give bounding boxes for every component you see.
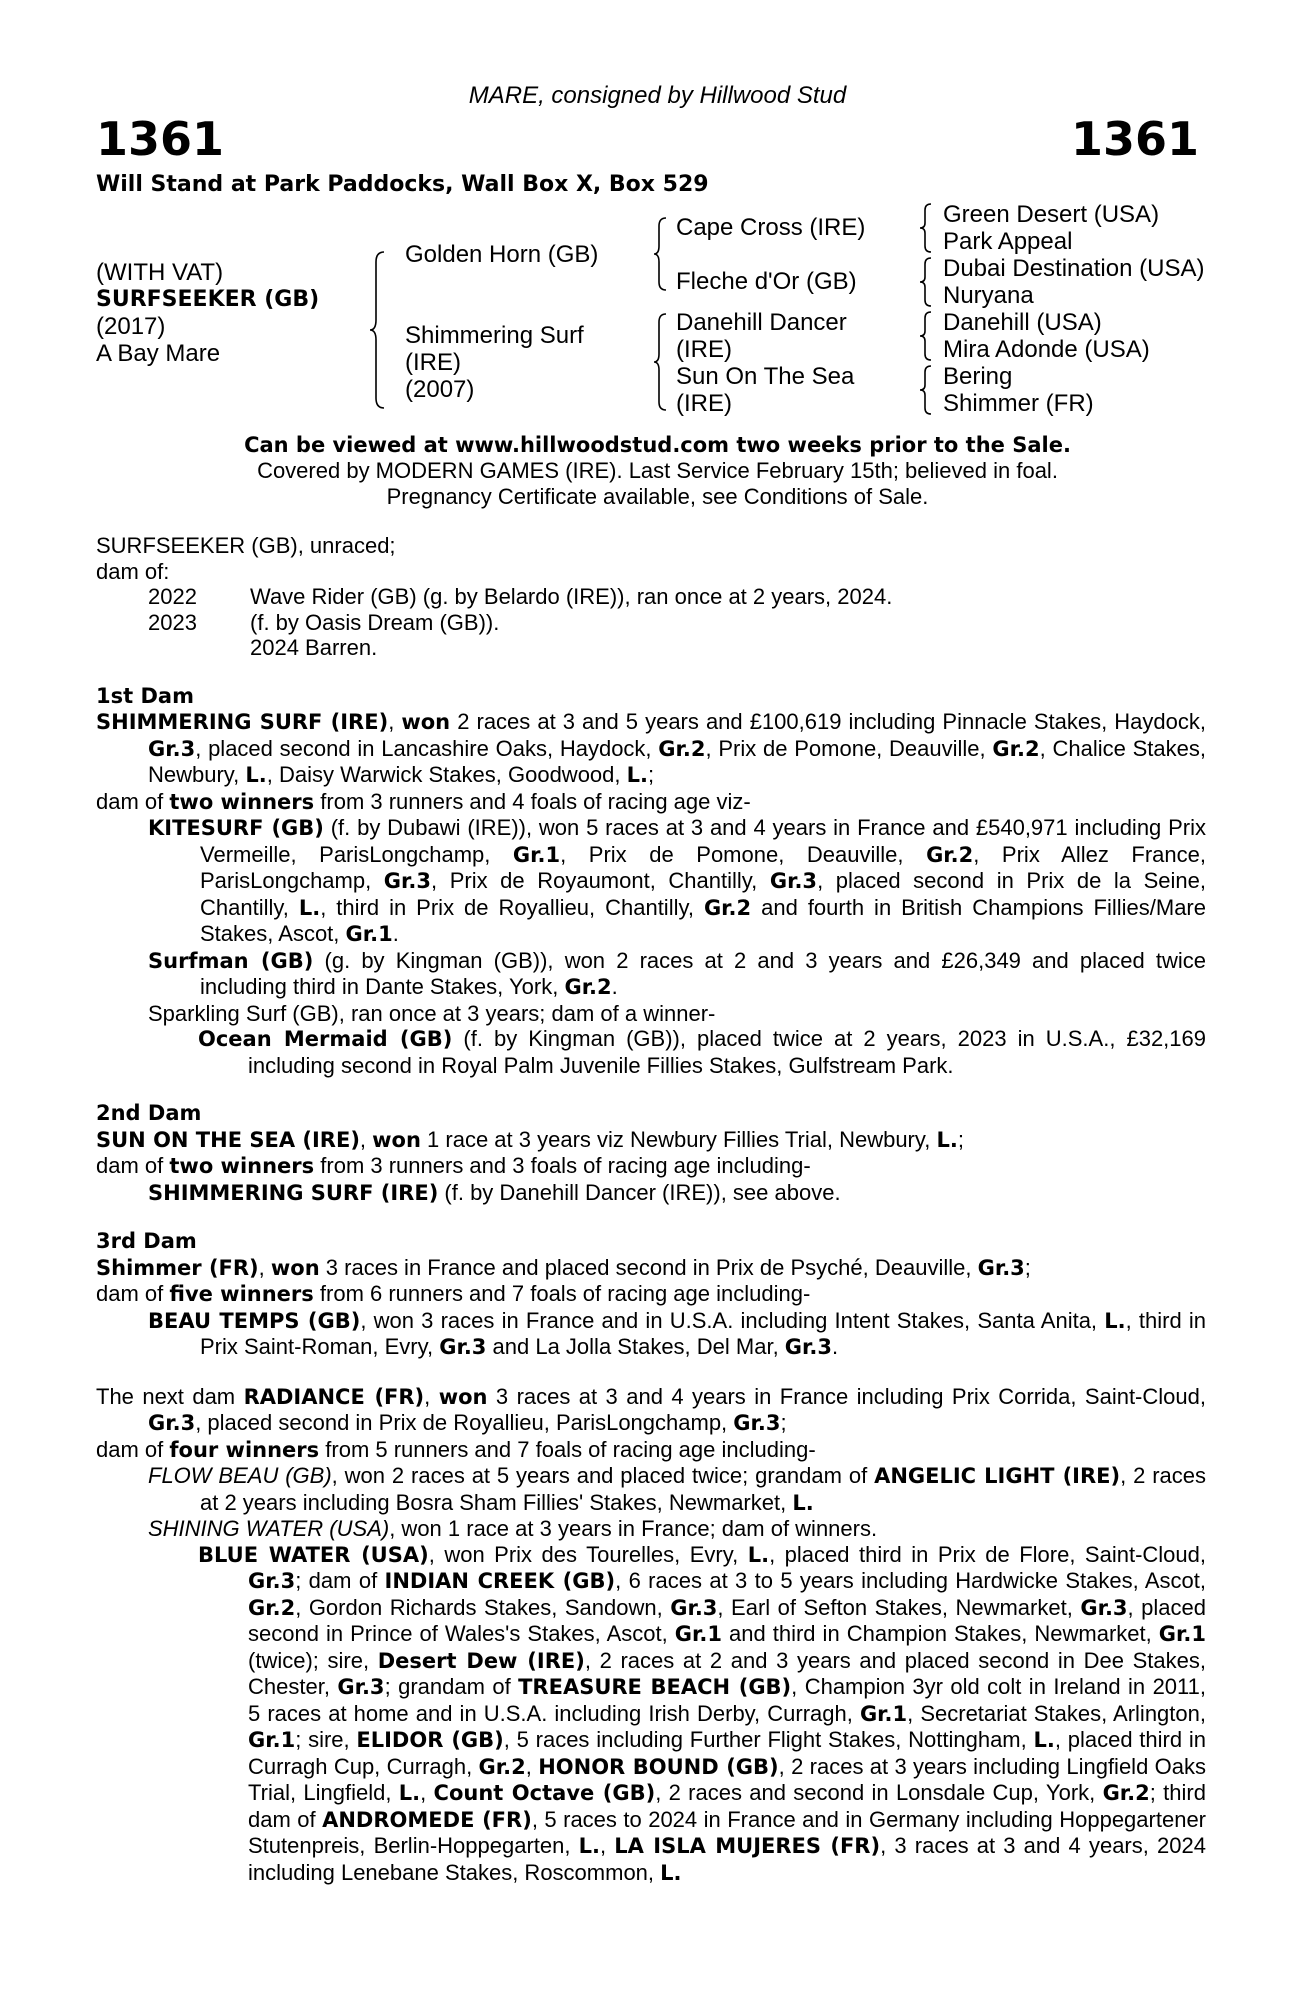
dd-name: Sun On The Sea [676,363,855,390]
pedigree-dsd: Mira Adonde (USA) [943,336,1150,363]
second-dam-heading: 2nd Dam [96,1101,202,1125]
pedigree-ss: Cape Cross (IRE) [676,214,866,241]
third-dam-produce: dam of five winners from 6 runners and 7 foals of racing age including- [96,1281,811,1306]
progeny-item [148,635,1206,661]
pedigree-ssd: Park Appeal [943,228,1073,255]
second-dam-text: SUN ON THE SEA (IRE), won 1 race at 3 years viz Newbury Fillies Trial, Newbury, L.; [96,1126,964,1152]
third-dam-heading: 3rd Dam [96,1229,197,1253]
pedigree-brace-6 [918,310,934,364]
second-dam-produce: dam of two winners from 3 runners and 3 foals of racing age including- [96,1153,811,1178]
dam-year: (2007) [405,376,475,403]
flow-beau: FLOW BEAU (GB), won 2 races at 5 years and placed twice; grandam of ANGELIC LIGHT (IRE), 2 races at 2 years including Bosra Sham Fillies' Stakes, Newmarket, L. [148,1463,1206,1515]
surfman: Surfman (GB) (g. by Kingman (GB)), won 2 races at 2 and 3 years and £26,349 and placed twice including third in Dante Stakes, York, Gr.2. [148,947,1207,999]
pedigree-dd [676,363,854,417]
ocean-mermaid: Ocean Mermaid (GB) (f. by Kingman (GB)), placed twice at 2 years, 2023 in U.S.A., £32,169 including second in Royal Palm Juvenile Fillies Stakes, Gulfstream Park. [198,1026,1207,1078]
progeny-year: 2023 [148,609,197,635]
pedigree-sdd: Nuryana [943,282,1034,309]
blue-water: BLUE WATER (USA), won Prix des Tourelles, Evry, L., placed third in Prix de Flore, Saint-Cloud, Gr.3; dam of INDIAN CREEK (GB), 6 races at 3 to 5 years including Hardwicke Stakes, Ascot, Gr.2, Gordon Richards Stakes, Sandown, Gr.3, Earl of Sefton Stakes, Newmarket, Gr.3, placed second in Prince of Wales's Stakes, Ascot, Gr.1 and third in Champion Stakes, Newmarket, Gr.1 (twice); sire, Desert Dew (IRE), 2 races at 2 and 3 years and placed second in Dee Stakes, Chester, Gr.3; grandam of TREASURE BEACH (GB), Champion 3yr old colt in Ireland in 2011, 5 races at home and in U.S.A. including Irish Derby, Curragh, Gr.1, Secretariat Stakes, Arlington, Gr.1; sire, ELIDOR (GB), 5 races including Further Flight Stakes, Nottingham, L., placed third in Curragh Cup, Curragh, Gr.2, HONOR BOUND (GB), 2 races at 3 years including Lingfield Oaks Trial, Lingfield, L., Count Octave (GB), 2 races and second in Lonsdale Cup, York, Gr.2; third dam of ANDROMEDE (FR), 5 races to 2024 in France and in Germany including Hoppegartener Stutenpreis, Berlin-Hoppegarten, L., LA ISLA MUJERES (FR), 3 races at 3 and 4 years, 2024 including Lenebane Stakes, Roscommon, L. [198,1541,1206,1885]
catalogue-body [96,533,1206,1886]
dam-country: (IRE) [405,349,461,376]
progeny-text: Wave Rider (GB) (g. by Belardo (IRE)), ran once at 2 years, 2024. [250,584,893,609]
progeny-text: (f. by Oasis Dream (GB)). [250,609,500,635]
pedigree-dds: Bering [943,363,1013,390]
dam-name: Shimmering Surf [405,322,584,349]
pedigree-brace-2 [652,216,670,296]
pedigree-ds [676,309,847,363]
pedigree-brace-5 [918,256,934,310]
consignment-subtitle: MARE, consigned by Hillwood Stud [468,82,847,109]
progeny-year: 2022 [148,584,197,609]
pedigree-horse [96,259,319,367]
covered-note: Covered by MODERN GAMES (IRE). Last Service February 15th; believed in foal. [257,458,1058,483]
pedigree-brace-3 [652,312,670,416]
stand-location: Will Stand at Park Paddocks, Wall Box X, Box 529 [96,172,709,197]
horse-year: (2017) [96,313,166,340]
pedigree-sss: Green Desert (USA) [943,201,1160,228]
pedigree-sire: Golden Horn (GB) [405,241,599,268]
pedigree-brace-7 [918,364,934,418]
viewing-note: Can be viewed at www.hillwoodstud.com two weeks prior to the Sale. [244,433,1071,457]
next-dam-produce: dam of four winners from 5 runners and 7 foals of racing age including- [96,1436,816,1462]
horse-desc: A Bay Mare [96,340,221,367]
pedigree-sd: Fleche d'Or (GB) [676,268,857,295]
third-dam-text: Shimmer (FR), won 3 races in France and placed second in Prix de Psyché, Deauville, Gr.3; [96,1254,1031,1280]
lot-number-left: 1361 [96,112,225,166]
progeny-year [148,635,250,661]
kitesurf: KITESURF (GB) (f. by Dubawi (IRE)), won 5 races at 3 and 4 years in France and £540,971 including Prix Vermeille, ParisLongchamp, Gr.1, Prix de Pomone, Deauville, Gr.2, Prix Allez France, ParisLongchamp, Gr.3, Prix de Royaumont, Chantilly, Gr.3, placed second in Prix de la Seine, Chantilly, L., third in Prix de Royallieu, Chantilly, Gr.2 and fourth in British Champions Fillies/Mare Stakes, Ascot, Gr.1. [148,815,1207,946]
first-dam-produce: dam of two winners from 3 runners and 4 foals of racing age viz- [96,788,751,814]
mare-dam-of: dam of: [96,558,170,584]
pedigree-brace-1 [368,250,390,410]
pregnancy-note: Pregnancy Certificate available, see Conditions of Sale. [386,484,929,509]
beau-temps: BEAU TEMPS (GB), won 3 races in France and in U.S.A. including Intent Stakes, Santa Anita, L., third in Prix Saint-Roman, Evry, Gr.3 and La Jolla Stakes, Del Mar, Gr.3. [148,1307,1207,1359]
pedigree-dss: Danehill (USA) [943,309,1102,336]
first-dam-heading: 1st Dam [96,683,194,708]
pedigree-ddd: Shimmer (FR) [943,390,1094,417]
shining-water: SHINING WATER (USA), won 1 race at 3 years in France; dam of winners. [148,1516,878,1541]
lot-number-right: 1361 [1070,112,1199,166]
progeny-item [148,610,1206,636]
horse-name: SURFSEEKER (GB) [96,287,320,312]
ds-name: Danehill Dancer [676,309,847,336]
progeny-text: 2024 Barren. [250,635,378,660]
first-dam-text: SHIMMERING SURF (IRE), won 2 races at 3 and 5 years and £100,619 including Pinnacle Stakes, Haydock, Gr.3, placed second in Lancashire Oaks, Haydock, Gr.2, Prix de Pomone, Deauville, Gr.2, Chalice Stakes, Newbury, L., Daisy Warwick Stakes, Goodwood, L.; [96,709,1206,787]
mare-intro: SURFSEEKER (GB), unraced; [96,533,396,558]
progeny-item [148,584,1206,610]
pedigree-sds: Dubai Destination (USA) [943,255,1205,282]
next-dam-text: The next dam RADIANCE (FR), won 3 races at 3 and 4 years in France including Prix Corrida, Saint-Cloud, Gr.3, placed second in Prix de Royallieu, ParisLongchamp, Gr.3; [96,1383,1206,1435]
ds-country: (IRE) [676,336,732,363]
sparkling-surf: Sparkling Surf (GB), ran once at 3 years; dam of a winner- [148,1000,716,1026]
shimmering-surf-ref: SHIMMERING SURF (IRE) (f. by Danehill Dancer (IRE)), see above. [148,1179,841,1205]
vat-note: (WITH VAT) [96,259,224,286]
sale-notes [0,432,1315,510]
pedigree-brace-4 [918,202,934,256]
pedigree-dam [405,322,584,403]
dd-country: (IRE) [676,390,732,417]
